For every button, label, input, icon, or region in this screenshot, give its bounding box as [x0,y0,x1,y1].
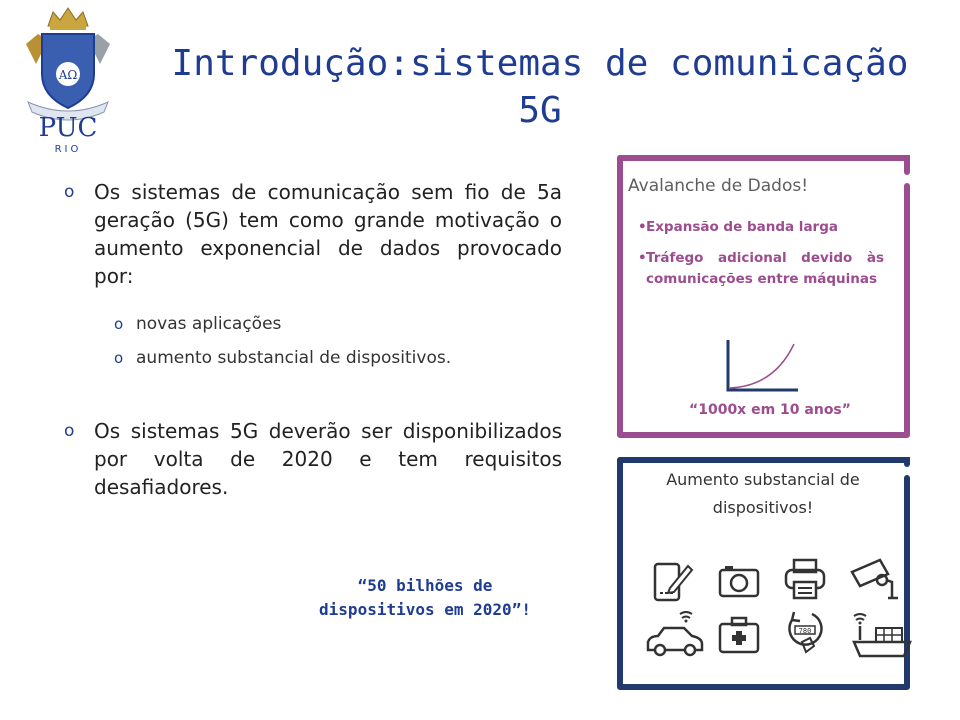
tablet-icon [650,560,696,604]
growth-caption: “1000x em 10 anos” [689,402,851,418]
logo-text: PUC [38,113,98,143]
bullet-timeline: o Os sistemas 5G deverão ser disponibilizados por volta de 2020 e tem requisitos desafiadores. [64,419,562,499]
item-broadband: • Expansão de banda larga [646,217,884,238]
data-avalanche-title: Avalanche de Dados! [628,176,809,196]
camera-icon [716,562,762,602]
cargo-ship-icon [850,606,914,666]
bullet-marker-icon: o [64,421,75,441]
crest-icon [26,8,110,120]
connected-car-icon [644,606,706,660]
puc-rio-logo [18,4,118,164]
slide-title [140,40,940,134]
quote-50-billion: “50 bilhões de dispositivos em 2020”! [319,576,531,619]
devices-title: Aumento substancial de dispositivos! [666,470,860,517]
bullet-marker-icon: o [114,349,124,367]
svg-text:780: 780 [798,627,812,635]
item-m2m-traffic: • Tráfego adicional devido às comunicações entre máquinas [646,248,884,290]
smart-meter-icon [782,608,828,664]
logo-subtext: RIO [54,144,82,155]
printer-icon [782,556,828,602]
bullet-marker-icon: o [64,182,75,202]
sub-bullet-devices: o aumento substancial de dispositivos. [114,348,452,368]
svg-text:ΑΩ: ΑΩ [58,68,78,82]
bullet-marker-icon: o [114,315,124,333]
title-line-2: 5G [518,90,562,131]
exponential-growth-chart [718,338,802,394]
title-line-1: Introdução:sistemas de comunicação [171,43,909,84]
security-camera-icon [848,556,900,602]
bullet-motivation: o Os sistemas de comunicação sem fio de 5a geração (5G) tem como grande motivação o aumento exponencial de dados provocado por: [64,180,562,288]
sub-bullet-new-apps: o novas aplicações [114,314,282,334]
medical-kit-icon [716,614,762,658]
